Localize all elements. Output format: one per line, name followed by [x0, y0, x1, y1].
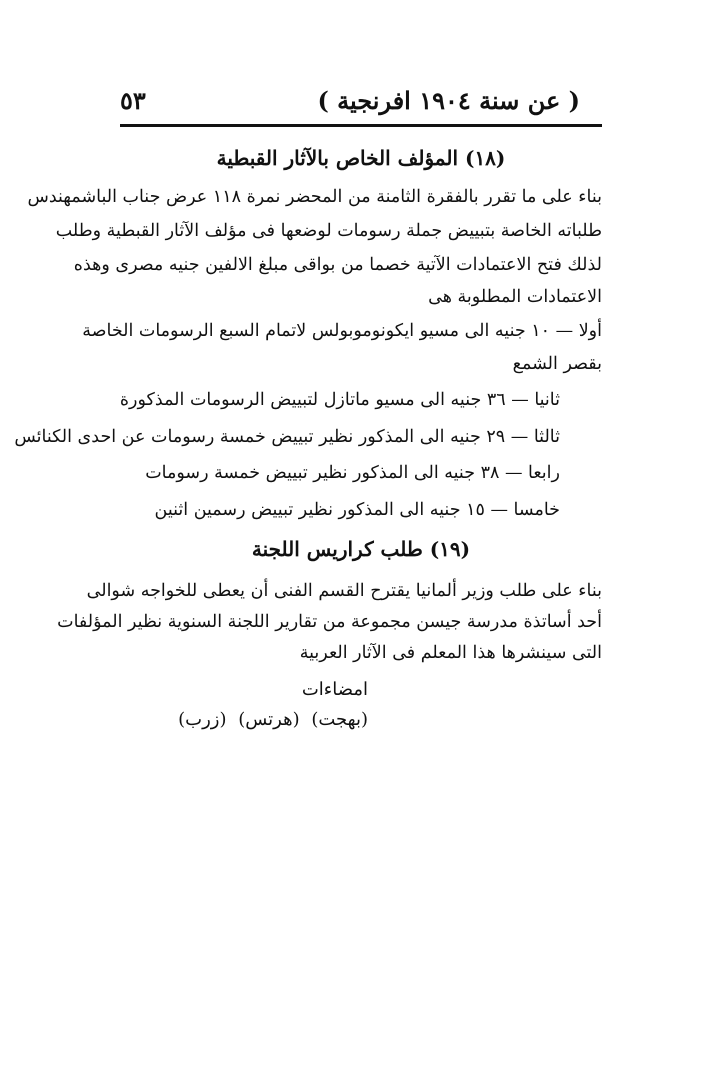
section-18-line-4: الاعتمادات المطلوبة هى: [428, 287, 602, 307]
credit-item-4: رابعا — ٣٨ جنيه الى المذكور نظير تبييض خمسة رسومات: [145, 463, 560, 483]
section-18-line-3: لذلك فتح الاعتمادات الآتية خصما من بواقى مبلغ الالفين جنيه مصرى وهذه: [73, 255, 602, 275]
section-19-line-1: بناء على طلب وزير ألمانيا يقترح القسم الفنى أن يعطى للخواجه شوالى: [86, 581, 602, 601]
signatures-label: امضاءات: [301, 679, 368, 700]
header-title: ( عن سنة ١٩٠٤ افرنجية ): [317, 86, 580, 115]
signature-names: (بهجت) (هرتس) (زرب): [178, 709, 368, 730]
section-18-heading: (١٨) المؤلف الخاص بالآثار القبطية: [216, 146, 506, 170]
section-18-line-2: طلباته الخاصة بتبييض جملة رسومات لوضعها فى مؤلف الآثار القبطية وطلب: [55, 221, 602, 241]
credit-item-3: ثالثا — ٢٩ جنيه الى المذكور نظير تبييض خمسة رسومات عن احدى الكنائس: [14, 427, 560, 447]
running-header: [120, 84, 602, 124]
section-19-line-2: أحد أساتذة مدرسة جيسن مجموعة من تقارير اللجنة السنوية نظير المؤلفات: [57, 612, 602, 632]
header-divider: [120, 124, 602, 127]
section-19-heading: (١٩) طلب كراريس اللجنة: [251, 537, 471, 561]
page-number: ٥٣: [120, 86, 146, 115]
credit-item-1: أولا — ١٠ جنيه الى مسيو ايكونوموبولس لاتمام السبع الرسومات الخاصة: [82, 321, 602, 341]
section-19-line-3: التى سينشرها هذا المعلم فى الآثار العربية: [299, 643, 602, 663]
section-18-line-1: بناء على ما تقرر بالفقرة الثامنة من المحضر نمرة ١١٨ عرض جناب الباشمهندس: [27, 187, 602, 207]
credit-item-2: ثانيا — ٣٦ جنيه الى مسيو ماتازل لتبييض الرسومات المذكورة: [119, 390, 560, 410]
credit-item-1-continued: بقصر الشمع: [512, 354, 602, 374]
credit-item-5: خامسا — ١٥ جنيه الى المذكور نظير تبييض رسمين اثنين: [154, 500, 560, 520]
